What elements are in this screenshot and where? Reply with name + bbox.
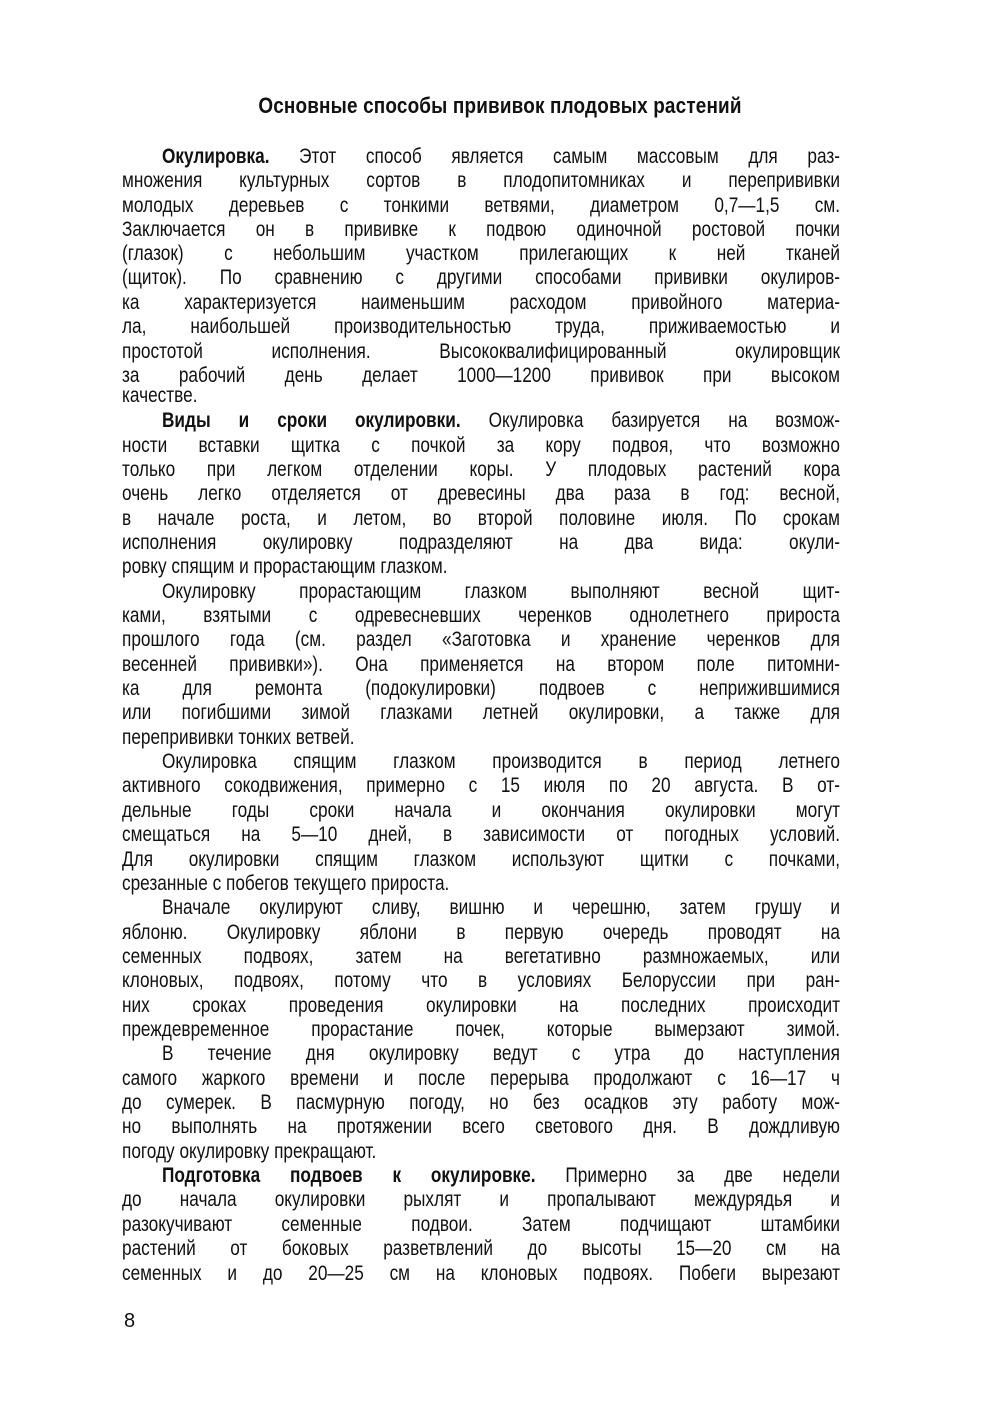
text-line (122, 266, 840, 290)
line-text: клоновых, подвоях, потому что в условиях Белоруссии при ран- (122, 969, 840, 992)
text-line (122, 1237, 840, 1261)
line-text: активного сокодвижения, примерно с 15 июля по 20 августа. В от- (122, 774, 840, 797)
line-text: (щиток). По сравнению с другими способами прививки окулиров- (122, 266, 840, 289)
text-line (122, 458, 840, 482)
line-text: ности вставки щитка с почкой за кору подвоя, что возможно (122, 434, 840, 457)
text-line (122, 507, 840, 531)
text-line (122, 921, 840, 945)
text-line (122, 315, 840, 339)
line-text: ками, взятыми с одревесневших черенков однолетнего прироста (122, 604, 840, 627)
line-text: Заключается он в прививке к подвою одиночной ростовой почки (122, 218, 840, 241)
line-text: погоду окулировку прекращают. (122, 1140, 377, 1163)
text-line (122, 555, 840, 579)
line-text: семенных и до 20—25 см на клоновых подвоях. Побеги вырезают (122, 1262, 840, 1285)
text-line (122, 799, 840, 823)
text-line (122, 604, 840, 628)
text-line (122, 750, 840, 774)
line-text: за рабочий день делает 1000—1200 прививок при высоком (122, 364, 840, 387)
line-text: Окулировка спящим глазком производится в период летнего (162, 750, 840, 773)
line-text: Этот способ является самым массовым для раз- (269, 145, 840, 168)
line-text: прошлого года (см. раздел «Заготовка и хранение черенков для (122, 628, 840, 651)
text-line (122, 1067, 840, 1091)
line-text: Окулировка базируется на возмож- (460, 409, 840, 432)
text-line (122, 872, 840, 896)
line-text: множения культурных сортов в плодопитомниках и перепрививки (122, 169, 840, 192)
line-text: Для окулировки спящим глазком используют щитки с почками, (122, 848, 840, 871)
line-text: или погибшими зимой глазками летней окулировки, а также для (122, 701, 840, 724)
text-line (122, 218, 840, 242)
text-line (122, 1115, 840, 1139)
line-text: преждевременное прорастание почек, которые вымерзают зимой. (122, 1018, 840, 1041)
text-line (122, 1018, 840, 1042)
line-text: ла, наибольшей производительностью труда, приживаемостью и (122, 315, 840, 338)
text-line (122, 1042, 840, 1066)
text-line (122, 340, 840, 364)
line-text: срезанные с побегов текущего прироста. (122, 872, 450, 895)
text-line (122, 848, 840, 872)
line-text: ровку спящим и прорастающим глазком. (122, 555, 448, 578)
line-text: только при легком отделении коры. У плодовых растений кора (122, 458, 840, 481)
line-text: до начала окулировки рыхлят и пропалывают междурядья и (122, 1188, 840, 1211)
text-line (122, 1213, 840, 1237)
text-line (122, 194, 840, 218)
page-number: 8 (124, 1310, 136, 1332)
line-text: Примерно за две недели (535, 1164, 840, 1187)
text-line (122, 726, 840, 750)
line-text: до сумерек. В пасмурную погоду, но без осадков эту работу мож- (122, 1091, 840, 1114)
line-text: разокучивают семенные подвои. Затем подчищают штамбики (122, 1213, 840, 1236)
text-line (122, 384, 840, 408)
text-line (122, 628, 840, 652)
text-line (122, 1091, 840, 1115)
text-line (122, 482, 840, 506)
text-line (122, 677, 840, 701)
line-text: смещаться на 5—10 дней, в зависимости от погодных условий. (122, 823, 840, 846)
line-text: очень легко отделяется от древесины два раза в год: весной, (122, 482, 840, 505)
text-line (122, 291, 840, 315)
text-line (122, 145, 840, 169)
line-text: но выполнять на протяжении всего светового дня. В дождливую (122, 1115, 840, 1138)
text-line (122, 896, 840, 920)
text-line (122, 580, 840, 604)
text-line (122, 1262, 840, 1286)
text-line (122, 1140, 840, 1164)
line-text: растений от боковых разветвлений до высоты 15—20 см на (122, 1237, 840, 1260)
text-line (122, 774, 840, 798)
line-text: самого жаркого времени и после перерыва продолжают с 16—17 ч (122, 1067, 840, 1090)
text-line (122, 653, 840, 677)
section-heading: Виды и сроки окулировки. (162, 409, 461, 432)
text-line (122, 434, 840, 458)
line-text: дельные годы сроки начала и окончания окулировки могут (122, 799, 840, 822)
line-text: ка для ремонта (подокулировки) подвоев с неприжившимися (122, 677, 840, 700)
section-heading: Окулировка. (162, 145, 270, 168)
text-line (122, 701, 840, 725)
line-text: весенней прививки»). Она применяется на втором поле питомни- (122, 653, 840, 676)
line-text: семенных подвоях, затем на вегетативно размножаемых, или (122, 945, 840, 968)
line-text: В течение дня окулировку ведут с утра до наступления (162, 1042, 840, 1065)
line-text: ка характеризуется наименьшим расходом привойного материа- (122, 291, 840, 314)
page-title: Основные способы прививок плодовых растений (258, 93, 742, 118)
text-line (122, 945, 840, 969)
text-line (122, 969, 840, 993)
line-text: качестве. (122, 384, 198, 407)
text-line (122, 994, 840, 1018)
line-text: яблоню. Окулировку яблони в первую очередь проводят на (122, 921, 840, 944)
text-line (122, 242, 840, 266)
line-text: перепрививки тонких ветвей. (122, 726, 355, 749)
line-text: (глазок) с небольшим участком прилегающих к ней тканей (122, 242, 840, 265)
text-line (122, 169, 840, 193)
line-text: простотой исполнения. Высококвалифицированный окулировщик (122, 340, 840, 363)
line-text: в начале роста, и летом, во второй половине июля. По срокам (122, 507, 840, 530)
line-text: молодых деревьев с тонкими ветвями, диаметром 0,7—1,5 см. (122, 194, 840, 217)
line-text: Вначале окулируют сливу, вишню и черешню, затем грушу и (162, 896, 840, 919)
section-heading: Подготовка подвоев к окулировке. (162, 1164, 536, 1187)
text-line (122, 1164, 840, 1188)
text-line (122, 531, 840, 555)
text-line (122, 1188, 840, 1212)
line-text: исполнения окулировку подразделяют на два вида: окули- (122, 531, 840, 554)
text-line (122, 409, 840, 433)
line-text: них сроках проведения окулировки на последних происходит (122, 994, 840, 1017)
text-line (122, 823, 840, 847)
line-text: Окулировку прорастающим глазком выполняют весной щит- (162, 580, 840, 603)
